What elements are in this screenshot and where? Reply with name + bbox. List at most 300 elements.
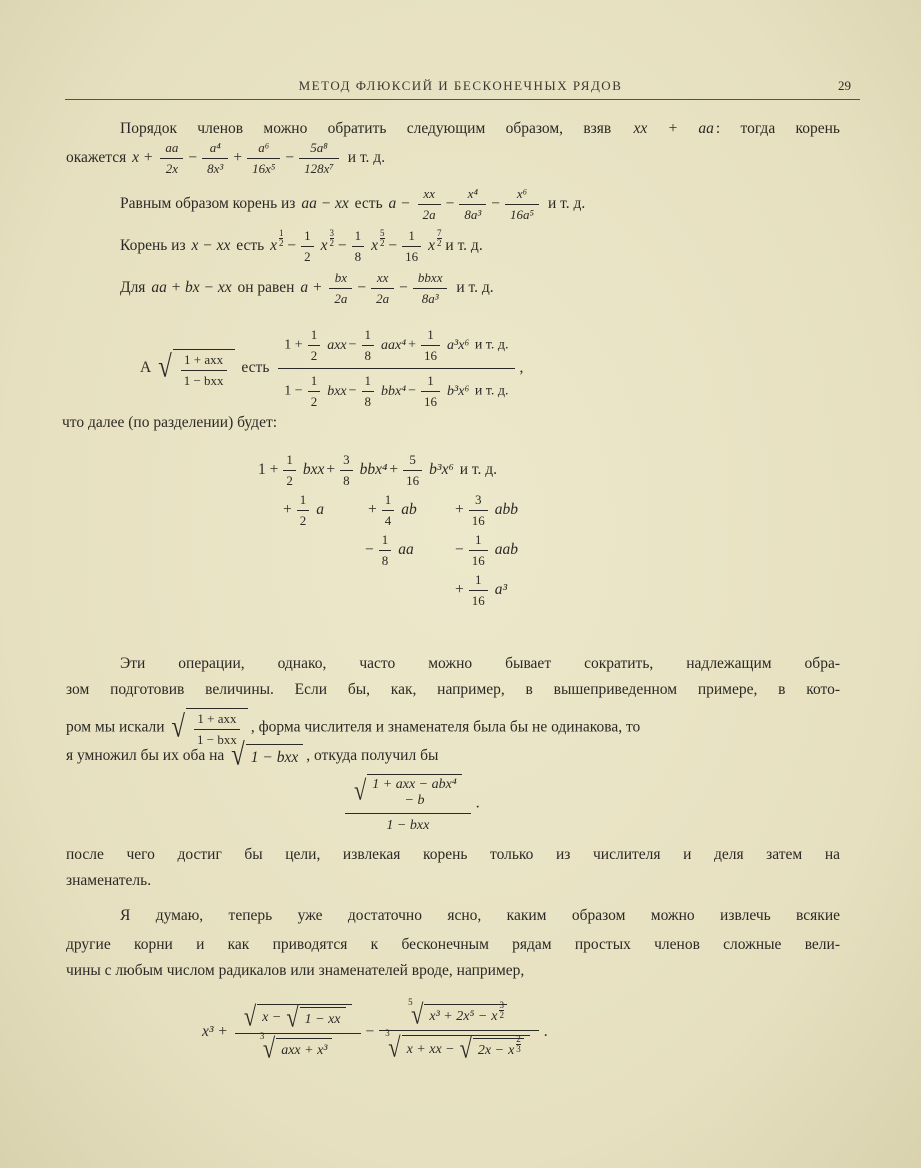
radicand bbox=[402, 1033, 530, 1065]
fraction bbox=[421, 327, 440, 364]
text-run: − bbox=[365, 1022, 375, 1040]
math-expression: 1 − xx bbox=[304, 1011, 341, 1027]
math-expression: 5a⁸ bbox=[310, 140, 328, 155]
exponent-denominator: 2 bbox=[437, 238, 442, 249]
text-line bbox=[66, 681, 840, 699]
fraction-denominator bbox=[382, 511, 395, 529]
fraction-denominator bbox=[345, 814, 471, 838]
radical-sign-icon: √ bbox=[262, 1033, 276, 1065]
text-run: 1 − bxx bbox=[183, 372, 224, 388]
text-run: − bbox=[334, 237, 347, 255]
exponent-denominator: 2 bbox=[380, 238, 385, 249]
text-run: 1 + axx bbox=[197, 711, 237, 726]
text-run: он равен bbox=[233, 279, 299, 297]
text-run: 5 bbox=[409, 452, 416, 467]
fraction bbox=[278, 323, 514, 414]
fraction-denominator bbox=[505, 205, 539, 223]
formula-line bbox=[120, 270, 494, 307]
fraction bbox=[235, 1000, 361, 1065]
fraction-numerator bbox=[505, 186, 539, 205]
math-expression: a bbox=[316, 501, 324, 519]
text-run: 16 bbox=[405, 249, 419, 264]
math-expression: 1 − bxx bbox=[386, 818, 430, 833]
fraction-numerator bbox=[247, 140, 280, 159]
math-expression: a³ bbox=[494, 581, 508, 599]
text-run: и т. д. bbox=[343, 149, 386, 167]
radical-sign-icon: √ bbox=[171, 709, 185, 744]
math-expression: aa bbox=[165, 140, 179, 155]
text-run: + bbox=[408, 337, 417, 353]
text-run: 8 bbox=[381, 553, 389, 568]
fraction-numerator bbox=[469, 532, 488, 551]
formula-line bbox=[120, 228, 483, 265]
math-expression: bxx bbox=[302, 461, 325, 479]
text-run: Корень из bbox=[120, 237, 190, 255]
math-expression: bbx⁴ bbox=[381, 383, 407, 399]
fraction bbox=[247, 140, 280, 177]
math-expression: 8a³ bbox=[464, 207, 482, 222]
math-expression: axx bbox=[327, 337, 347, 353]
text-run: есть bbox=[237, 359, 274, 377]
fraction-numerator bbox=[235, 1000, 361, 1034]
fraction-denominator bbox=[235, 1031, 361, 1065]
fraction-numerator bbox=[371, 270, 394, 289]
fraction-numerator bbox=[413, 270, 448, 289]
page-number: 29 bbox=[838, 78, 851, 93]
math-expression: x + xx − bbox=[406, 1041, 455, 1057]
text-run: 16 bbox=[406, 473, 420, 488]
fraction-numerator bbox=[340, 452, 353, 471]
radical bbox=[243, 1000, 352, 1033]
radicand bbox=[367, 774, 461, 809]
header-rule bbox=[65, 99, 860, 100]
fraction-denominator bbox=[403, 471, 422, 489]
text-run: 1 bbox=[299, 492, 307, 507]
math-expression: bxx bbox=[327, 383, 347, 399]
text-run: окажется bbox=[66, 149, 131, 167]
fraction-numerator bbox=[421, 373, 440, 392]
fraction bbox=[403, 452, 422, 489]
fraction bbox=[469, 532, 488, 569]
series-term bbox=[368, 492, 419, 529]
text-run: 16 bbox=[471, 553, 485, 568]
text-run: 1 bbox=[310, 327, 318, 342]
fraction-numerator bbox=[297, 492, 310, 511]
radical-sign-icon: √ bbox=[411, 998, 424, 1030]
fraction-numerator bbox=[352, 228, 365, 247]
text-run: 1 + bbox=[258, 461, 279, 479]
fraction bbox=[352, 228, 365, 265]
math-expression: aab bbox=[494, 541, 518, 559]
fraction-denominator bbox=[469, 591, 488, 609]
text-run: 1 bbox=[384, 492, 392, 507]
fraction-denominator bbox=[278, 369, 514, 414]
radicand bbox=[424, 999, 507, 1026]
text-run: . bbox=[543, 1022, 548, 1040]
power-expression bbox=[506, 1034, 521, 1059]
fraction-denominator bbox=[340, 471, 353, 489]
text-line bbox=[66, 936, 840, 954]
fraction bbox=[202, 140, 228, 177]
text-run: 1 bbox=[381, 532, 389, 547]
exponent-numerator: 7 bbox=[437, 228, 442, 239]
math-expression: abb bbox=[494, 501, 518, 519]
math-expression: x⁴ bbox=[467, 186, 478, 201]
text-run: и т. д. bbox=[471, 383, 509, 399]
fraction-numerator bbox=[469, 492, 488, 511]
fraction bbox=[418, 186, 441, 223]
fraction bbox=[413, 270, 448, 307]
radicand bbox=[257, 1001, 351, 1033]
text-run: 1 − bbox=[284, 383, 303, 399]
text-run: , форма числителя и знаменателя была бы не одинакова, то bbox=[250, 718, 641, 736]
math-expression: a + bbox=[300, 279, 323, 297]
fraction bbox=[308, 373, 321, 410]
fraction-numerator bbox=[459, 186, 486, 205]
power-base: x bbox=[508, 1043, 515, 1059]
text-run: ром мы искали bbox=[66, 718, 169, 736]
math-expression: 8x³ bbox=[207, 161, 224, 176]
math-expression: x⁶ bbox=[516, 186, 528, 201]
text-run: после чего достиг бы цели, извлекая корень только из числителя и деля затем на bbox=[66, 846, 840, 863]
fraction-numerator bbox=[299, 140, 339, 159]
fractional-exponent bbox=[499, 1001, 504, 1020]
power-base: x bbox=[320, 237, 328, 255]
exponent-numerator: 5 bbox=[380, 228, 385, 239]
text-run: − bbox=[408, 383, 417, 399]
text-run: 16 bbox=[471, 513, 485, 528]
radical bbox=[385, 1028, 530, 1065]
math-expression: bx bbox=[334, 270, 348, 285]
series-term bbox=[283, 492, 326, 529]
fraction-numerator bbox=[301, 228, 314, 247]
text-run: . bbox=[475, 794, 480, 812]
fraction bbox=[469, 572, 488, 609]
fraction-numerator bbox=[160, 140, 183, 159]
math-expression: xx + aa bbox=[633, 120, 714, 137]
fraction-denominator bbox=[247, 159, 280, 177]
fraction bbox=[402, 228, 421, 265]
text-line bbox=[120, 120, 840, 138]
fraction bbox=[379, 997, 539, 1065]
math-expression: x³ + bbox=[202, 1022, 228, 1040]
math-expression: bbx⁴ bbox=[359, 461, 388, 479]
fraction-numerator bbox=[402, 228, 421, 247]
text-run: 1 bbox=[475, 532, 482, 547]
math-expression: 2x − bbox=[477, 1043, 505, 1059]
exponent-denominator: 3 bbox=[516, 1044, 521, 1055]
fraction bbox=[382, 492, 395, 529]
text-line bbox=[120, 655, 840, 673]
radicand bbox=[276, 1038, 332, 1060]
text-run: − bbox=[188, 149, 198, 167]
fraction bbox=[345, 770, 471, 838]
fraction-denominator bbox=[469, 551, 488, 569]
text-run: 3 bbox=[475, 492, 482, 507]
fraction-numerator bbox=[202, 140, 228, 159]
fraction-numerator bbox=[194, 711, 240, 730]
text-run: 1 + bbox=[284, 337, 303, 353]
fraction-denominator bbox=[379, 1028, 539, 1065]
math-expression: xx bbox=[376, 270, 389, 285]
formula-line bbox=[200, 997, 548, 1065]
radical-sign-icon: √ bbox=[231, 738, 245, 773]
text-run: , откуда получил бы bbox=[306, 746, 439, 764]
fraction-denominator bbox=[421, 346, 440, 364]
radical bbox=[459, 1033, 524, 1065]
text-run: 1 − bxx bbox=[197, 732, 237, 747]
text-run: 1 bbox=[310, 373, 318, 388]
text-line bbox=[66, 962, 524, 980]
radical-sign-icon: √ bbox=[158, 350, 172, 385]
radical-sign-icon: √ bbox=[459, 1033, 472, 1065]
fraction-denominator bbox=[362, 346, 375, 364]
math-expression: aa + bx − xx bbox=[151, 279, 232, 297]
fraction-numerator bbox=[382, 492, 395, 511]
math-expression: aa bbox=[398, 541, 414, 559]
radical-sign-icon: √ bbox=[243, 1000, 257, 1032]
math-expression: x − bbox=[262, 1010, 282, 1026]
radical-sign-icon: √ bbox=[286, 1001, 299, 1033]
text-run: 16 bbox=[424, 348, 438, 363]
text-run: 1 bbox=[354, 228, 362, 243]
fraction-numerator bbox=[283, 452, 296, 471]
fraction bbox=[299, 140, 339, 177]
text-run: зом подготовив величины. Если бы, как, например, в вышеприведенном примере, в кото- bbox=[66, 681, 840, 698]
radical-index: 3 bbox=[259, 1031, 265, 1042]
text-run: Для bbox=[120, 279, 150, 297]
radical bbox=[231, 738, 303, 773]
radicand bbox=[246, 744, 303, 769]
math-expression: 8a³ bbox=[421, 291, 439, 306]
fraction-numerator bbox=[379, 997, 539, 1031]
math-expression: xx bbox=[423, 186, 435, 201]
fraction-numerator bbox=[329, 270, 352, 289]
radicand bbox=[173, 349, 235, 389]
math-expression: ab bbox=[401, 501, 417, 519]
text-run: 8 bbox=[354, 249, 362, 264]
text-run: и т. д. bbox=[441, 237, 483, 255]
math-expression: b³x⁶ bbox=[447, 383, 470, 399]
text-run: − bbox=[283, 237, 297, 255]
power-expression bbox=[319, 228, 334, 255]
fraction-denominator bbox=[308, 346, 321, 364]
fraction bbox=[459, 186, 486, 223]
text-run: 1 bbox=[408, 228, 415, 243]
text-run: знаменатель. bbox=[66, 872, 152, 889]
text-run: + bbox=[326, 461, 336, 479]
math-expression: x³ + 2x⁵ − bbox=[429, 1008, 488, 1024]
exponent-numerator: 3 bbox=[499, 999, 504, 1010]
fraction-numerator bbox=[362, 373, 375, 392]
text-run: − bbox=[491, 195, 501, 213]
radicand bbox=[300, 1007, 346, 1029]
fraction bbox=[421, 373, 440, 410]
fraction-denominator bbox=[202, 159, 228, 177]
fraction bbox=[362, 373, 375, 410]
math-expression: a³x⁶ bbox=[447, 337, 470, 353]
fraction-denominator bbox=[352, 247, 365, 265]
text-line bbox=[66, 708, 640, 748]
text-run: 2 bbox=[310, 348, 318, 363]
text-run: 1 bbox=[427, 327, 434, 342]
text-run: 1 bbox=[286, 452, 293, 467]
text-run: 3 bbox=[343, 452, 350, 467]
math-expression: aa − xx bbox=[301, 195, 349, 213]
math-expression: − b bbox=[404, 793, 425, 808]
fraction-denominator bbox=[469, 511, 488, 529]
math-expression: aax⁴ bbox=[381, 337, 407, 353]
fraction bbox=[505, 186, 539, 223]
fraction-numerator bbox=[278, 323, 514, 369]
text-run: и т. д. bbox=[455, 461, 498, 479]
text-run: − bbox=[384, 237, 398, 255]
text-run: + bbox=[455, 581, 464, 599]
fraction bbox=[329, 270, 352, 307]
series-row bbox=[258, 452, 497, 489]
text-run: − bbox=[365, 541, 374, 559]
text-run: + bbox=[283, 501, 292, 519]
text-run: 2 bbox=[286, 473, 293, 488]
math-expression: bbxx bbox=[417, 270, 443, 285]
fraction bbox=[160, 140, 183, 177]
fraction bbox=[301, 228, 314, 265]
math-expression: b³x⁶ bbox=[429, 461, 454, 479]
exponent-denominator: 2 bbox=[278, 238, 284, 249]
text-run: 4 bbox=[384, 513, 392, 528]
fraction-denominator bbox=[299, 159, 339, 177]
fraction bbox=[308, 327, 321, 364]
fraction-numerator bbox=[469, 572, 488, 591]
math-expression: x + bbox=[132, 149, 154, 167]
fraction-denominator bbox=[297, 511, 310, 529]
text-line bbox=[62, 414, 277, 432]
radicand bbox=[473, 1034, 524, 1060]
text-run: − bbox=[348, 337, 357, 353]
math-expression: 2a bbox=[376, 291, 390, 306]
fraction-numerator bbox=[421, 327, 440, 346]
series-term bbox=[455, 492, 520, 529]
fraction-denominator bbox=[418, 205, 441, 223]
text-line bbox=[120, 907, 840, 925]
power-expression bbox=[369, 228, 385, 255]
power-base: x bbox=[371, 237, 379, 255]
fraction-denominator bbox=[329, 289, 352, 307]
text-run: − bbox=[399, 279, 408, 297]
text-line bbox=[66, 738, 439, 773]
series-term bbox=[365, 532, 416, 569]
text-run: 1 bbox=[304, 228, 311, 243]
radical bbox=[354, 774, 462, 809]
math-expression: a⁴ bbox=[209, 140, 221, 155]
text-run: − bbox=[445, 195, 455, 213]
text-run: 2 bbox=[310, 394, 318, 409]
text-run: + bbox=[368, 501, 377, 519]
fraction bbox=[297, 492, 310, 529]
math-expression: a⁶ bbox=[258, 140, 270, 155]
text-run: 8 bbox=[364, 394, 372, 409]
math-expression: a − bbox=[388, 195, 411, 213]
text-run: 1 + axx bbox=[184, 351, 224, 367]
text-run: + bbox=[455, 501, 464, 519]
exponent-numerator: 1 bbox=[278, 228, 284, 239]
text-run: − bbox=[285, 149, 295, 167]
text-run: : тогда корень bbox=[715, 120, 841, 137]
radical bbox=[286, 1001, 345, 1033]
text-run: А bbox=[140, 359, 156, 377]
radical-sign-icon: √ bbox=[354, 774, 367, 807]
text-line bbox=[66, 872, 151, 890]
math-expression: 2a bbox=[334, 291, 348, 306]
text-run: − bbox=[357, 279, 367, 297]
fraction bbox=[379, 532, 392, 569]
fraction-denominator bbox=[362, 392, 375, 410]
stack-row bbox=[403, 793, 427, 809]
fraction-denominator bbox=[421, 392, 440, 410]
fraction-numerator bbox=[181, 352, 227, 371]
text-run: и т. д. bbox=[544, 195, 586, 213]
text-run: 1 bbox=[475, 572, 482, 587]
text-run: другие корни и как приводятся к бесконечным рядам простых членов сложные вели- bbox=[66, 936, 840, 953]
fraction-denominator bbox=[181, 371, 227, 389]
fraction-denominator bbox=[413, 289, 448, 307]
radical bbox=[408, 997, 507, 1030]
math-expression: 1 − bxx bbox=[250, 748, 299, 766]
formula-line bbox=[66, 140, 385, 177]
text-run: 2 bbox=[304, 249, 311, 264]
text-run: Эти операции, однако, часто можно бывает сократить, надлежащим обра- bbox=[120, 655, 840, 672]
text-run: + bbox=[389, 461, 399, 479]
fraction bbox=[371, 270, 394, 307]
text-run: 16 bbox=[424, 394, 438, 409]
fraction-denominator bbox=[308, 392, 321, 410]
math-expression: 1 + axx − abx⁴ bbox=[372, 777, 457, 792]
text-run: 1 bbox=[364, 327, 372, 342]
text-run: есть bbox=[350, 195, 387, 213]
power-expression bbox=[268, 228, 284, 255]
fraction-denominator bbox=[283, 471, 296, 489]
text-run: и т. д. bbox=[471, 337, 509, 353]
math-expression: 2x bbox=[165, 161, 179, 176]
power-base: x bbox=[491, 1008, 498, 1024]
text-run: 8 bbox=[343, 473, 350, 488]
power-expression bbox=[426, 228, 442, 255]
fraction bbox=[469, 492, 488, 529]
exponent-denominator: 2 bbox=[499, 1009, 504, 1020]
radical-index: 5 bbox=[408, 997, 413, 1007]
text-run: чины с любым числом радикалов или знаменателей вроде, например, bbox=[66, 962, 525, 979]
math-expression: x − xx bbox=[191, 237, 231, 255]
math-expression: 16a⁵ bbox=[510, 207, 535, 222]
text-run: есть bbox=[232, 237, 269, 255]
fraction bbox=[181, 352, 227, 389]
fraction-numerator bbox=[403, 452, 422, 471]
fraction bbox=[283, 452, 296, 489]
text-run: − bbox=[455, 541, 464, 559]
fraction-denominator bbox=[402, 247, 421, 265]
formula-line bbox=[140, 323, 523, 414]
text-run: 16 bbox=[471, 593, 485, 608]
running-header-title: МЕТОД ФЛЮКСИЙ И БЕСКОНЕЧНЫХ РЯДОВ bbox=[298, 78, 623, 93]
text-run: , bbox=[519, 359, 524, 377]
radical-index: 3 bbox=[385, 1028, 390, 1039]
text-run: + bbox=[233, 149, 243, 167]
text-run: я умножил бы их оба на bbox=[66, 746, 229, 764]
text-run: − bbox=[348, 383, 357, 399]
fraction-denominator bbox=[459, 205, 486, 223]
exponent-denominator: 2 bbox=[329, 238, 334, 249]
fractional-exponent bbox=[516, 1035, 521, 1054]
